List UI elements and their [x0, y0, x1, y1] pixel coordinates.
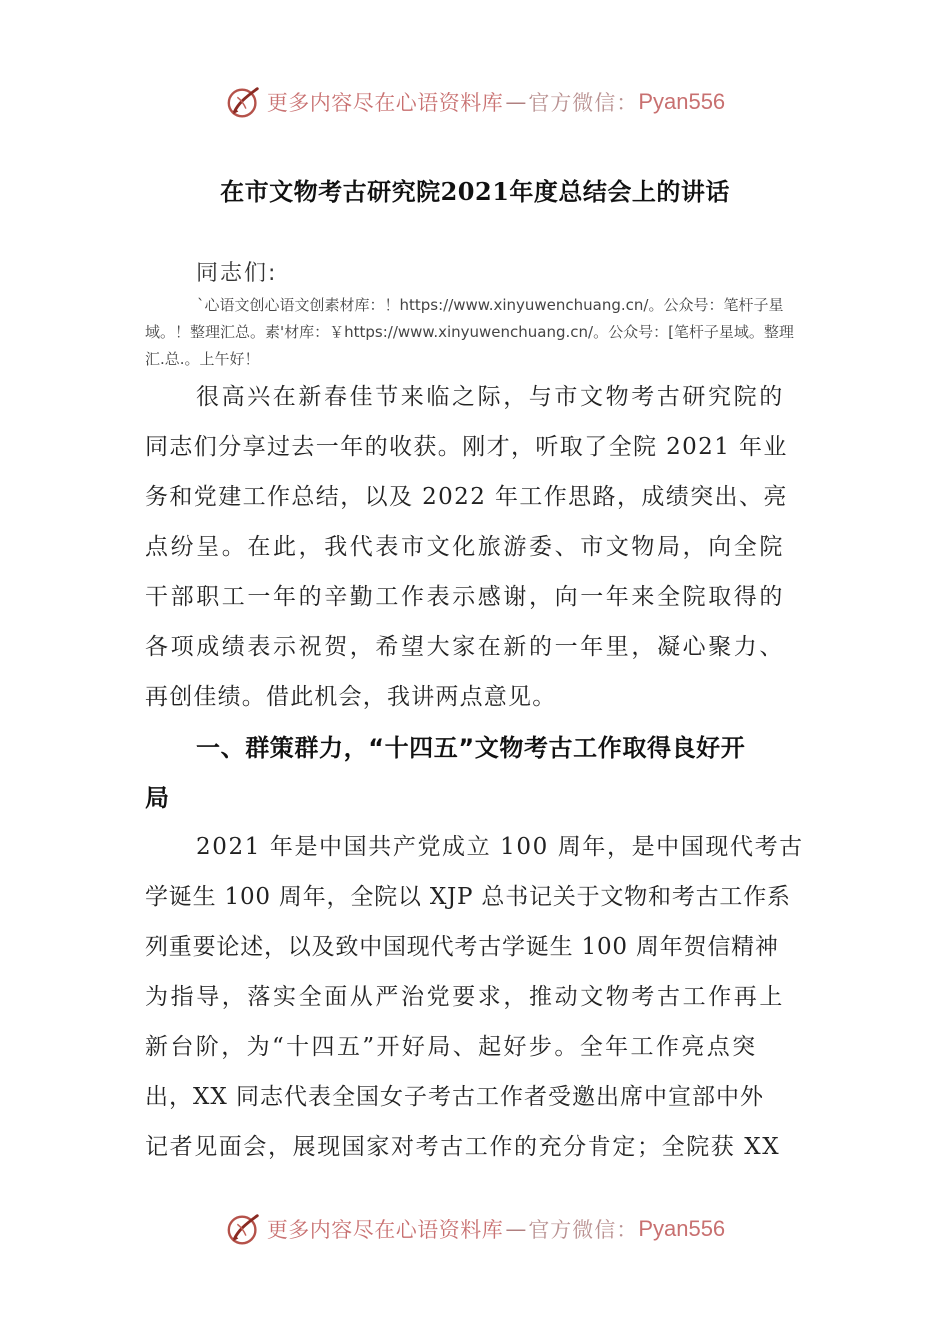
paragraph-line: 2021 年是中国共产党成立 100 周年，是中国现代考古 [196, 834, 804, 860]
watermark-text: 更多内容尽在心语资料库 [266, 91, 504, 115]
paragraph-line: 学诞生 100 周年，全院以 XJP 总书记关于文物和考古工作系 [145, 884, 791, 910]
watermark-wechat-id: Pyan556 [638, 1216, 726, 1241]
paragraph-line: 各项成绩表示祝贺，希望大家在新的一年里，凝心聚力、 [145, 634, 785, 660]
paragraph-line: 干部职工一年的辛勤工作表示感谢，向一年来全院取得的 [145, 584, 785, 610]
watermark-banner-bottom [0, 1207, 950, 1251]
paragraph-line: 记者见面会，展现国家对考古工作的充分肯定；全院获 XX [145, 1134, 781, 1160]
watermark-wechat-label: 官方微信： [528, 91, 639, 115]
document-title: 在市文物考古研究院2021年度总结会上的讲话 [220, 177, 730, 206]
inserted-promo-text: `心语文创心语文创素材库：！https://www.xinyuwenchuang.cn/。公众号：笔杆子星域。！整理汇总。素'材库：￥https://www.xinyuwenchuang.cn/。公众号：[笔杆子星域。整理汇.总.。上午好！ [145, 296, 794, 368]
greeting: 同志们: [196, 261, 278, 286]
watermark-text: 更多内容尽在心语资料库 [266, 1218, 504, 1242]
heading-line: 局 [145, 784, 169, 812]
watermark-wechat-id: Pyan556 [638, 89, 726, 114]
watermark-wechat-label: 官方微信： [528, 1218, 639, 1242]
paragraph-line: 再创佳绩。借此机会，我讲两点意见。 [145, 684, 557, 710]
paragraph-line: 为指导，落实全面从严治党要求，推动文物考古工作再上 [145, 984, 785, 1010]
brush-pen-icon [225, 83, 263, 121]
paragraph-line: 点纷呈。在此，我代表市文化旅游委、市文物局，向全院 [145, 534, 785, 560]
paragraph-line: 务和党建工作总结，以及 2022 年工作思路，成绩突出、亮 [145, 484, 788, 510]
paragraph-line: 列重要论述，以及致中国现代考古学诞生 100 周年贺信精神 [145, 934, 779, 960]
paragraph-line: 很高兴在新春佳节来临之际，与市文物考古研究院的 [196, 384, 785, 410]
brush-pen-icon [225, 1210, 263, 1248]
heading-line: 一、群策群力，“十四五”文物考古工作取得良好开 [196, 734, 746, 762]
watermark-dash: — [505, 90, 527, 114]
paragraph-line: 新台阶，为“十四五”开好局、起好步。全年工作亮点突 [145, 1034, 758, 1060]
watermark-dash: — [505, 1217, 527, 1241]
paragraph-line: 出，XX 同志代表全国女子考古工作者受邀出席中宣部中外 [145, 1084, 765, 1110]
paragraph-line: 同志们分享过去一年的收获。刚才，听取了全院 2021 年业 [145, 434, 788, 460]
watermark-banner-top [0, 80, 950, 124]
